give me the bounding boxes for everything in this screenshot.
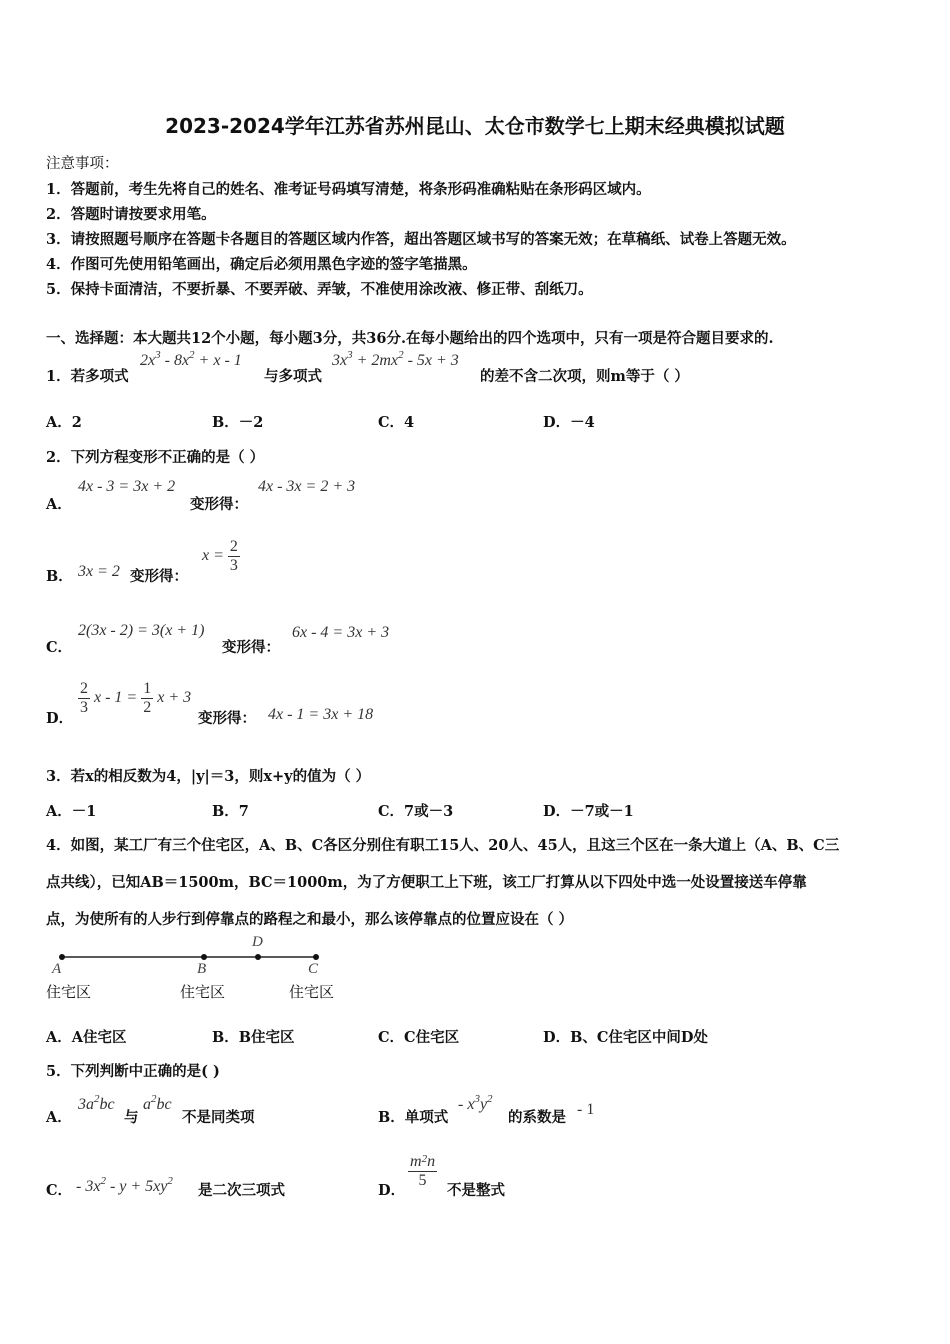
option-d: D．－4 xyxy=(543,414,595,431)
option-a: A．A住宅区 xyxy=(46,1029,127,1046)
q2-label-c: C． xyxy=(46,639,73,656)
q5-c-poly: - $3x^2 - y + 5xy^2$ xyxy=(76,1175,173,1195)
point-d xyxy=(255,954,261,960)
q5-d-post: 不是整式 xyxy=(447,1182,505,1199)
q5-label-a: A． xyxy=(46,1109,72,1126)
area-label-a: 住宅区 xyxy=(46,983,92,1001)
q5-c-post: 是二次三项式 xyxy=(198,1182,285,1199)
notice-item: 3．请按照题号顺序在答题卡各题目的答题区域内作答，超出答题区域书写的答案无效；在草稿纸、试卷上答题无效。 xyxy=(46,231,796,248)
question-1-pre: 1．若多项式 xyxy=(46,368,129,385)
q2-a-result: 4x - 3x = 2 + 3 xyxy=(258,478,356,495)
q5-a-mid: 与 xyxy=(124,1109,139,1126)
q5-label-d: D． xyxy=(378,1182,406,1199)
question-2-stem: 2．下列方程变形不正确的是（ ） xyxy=(46,449,265,466)
q2-a-transform: 变形得： xyxy=(190,496,248,513)
q5-label-b: B．单项式 xyxy=(378,1109,449,1126)
section-heading: 一、选择题：本大题共12个小题，每小题3分，共36分.在每小题给出的四个选项中，只有一项是符合题目要求的. xyxy=(46,330,774,347)
q2-c-result: 6x - 4 = 3x + 3 xyxy=(292,624,390,641)
notice-heading: 注意事项： xyxy=(46,156,119,172)
question-1-post: 的差不含二次项，则m等于（ ） xyxy=(480,368,689,385)
q5-b-term: - $x^3y^2$ xyxy=(458,1093,493,1113)
question-1-poly-b: $3x^3 + 2mx^2 - 5x + 3$ xyxy=(332,349,459,369)
q5-d-fraction: $\frac{m^2n}{5}$ xyxy=(410,1153,436,1189)
option-a: A．2 xyxy=(46,414,82,431)
q2-d-equation: $\frac{2}{3}$ x - 1 = $\frac{1}{2}$ x + 3 xyxy=(80,680,192,716)
option-c: C．C住宅区 xyxy=(378,1029,460,1046)
q2-b-equation: 3x = 2 xyxy=(78,563,120,580)
q2-label-b: B． xyxy=(46,568,73,585)
option-b: B．7 xyxy=(212,803,249,820)
point-a xyxy=(59,954,65,960)
q2-d-transform: 变形得： xyxy=(198,710,256,727)
question-4-line: 点，为使所有的人步行到停靠点的路程之和最小，那么该停靠点的位置应设在（ ） xyxy=(46,911,574,928)
q2-b-transform: 变形得： xyxy=(130,568,188,585)
option-d: D．－7或－1 xyxy=(543,803,634,820)
q5-b-coef: - 1 xyxy=(577,1101,595,1118)
q5-b-post: 的系数是 xyxy=(508,1109,566,1126)
page-title: 2023-2024学年江苏省苏州昆山、太仓市数学七上期末经典模拟试题 xyxy=(165,114,785,138)
option-b: B．B住宅区 xyxy=(212,1029,295,1046)
notice-item: 1．答题前，考生先将自己的姓名、准考证号码填写清楚，将条形码准确粘贴在条形码区域内。 xyxy=(46,181,651,198)
option-a: A．－1 xyxy=(46,803,97,820)
point-c xyxy=(313,954,319,960)
question-4-line: 4．如图，某工厂有三个住宅区，A、B、C各区分别住有职工15人、20人、45人，且这三个区在一条大道上（A、B、C三 xyxy=(46,837,840,854)
point-label-c: C xyxy=(308,961,319,977)
q5-label-c: C． xyxy=(46,1182,73,1199)
notice-item: 2．答题时请按要求用笔。 xyxy=(46,206,216,223)
point-label-b: B xyxy=(197,961,207,977)
q2-d-result: 4x - 1 = 3x + 18 xyxy=(268,706,374,723)
q5-a-term-2: $a^2bc$ xyxy=(143,1093,172,1113)
option-b: B．－2 xyxy=(212,414,264,431)
question-1-mid: 与多项式 xyxy=(264,368,322,385)
point-label-d: D xyxy=(252,934,263,950)
question-4-line: 点共线），已知AB＝1500m，BC＝1000m，为了方便职工上下班，该工厂打算从以下四处中选一处设置接送车停靠 xyxy=(46,874,807,891)
option-d: D．B、C住宅区中间D处 xyxy=(543,1029,708,1046)
q5-a-post: 不是同类项 xyxy=(182,1109,255,1126)
q5-a-term-1: $3a^2bc$ xyxy=(78,1093,115,1113)
q2-c-transform: 变形得： xyxy=(222,639,280,656)
question-1-poly-a: $2x^3 - 8x^2 + x - 1$ xyxy=(140,349,242,369)
q2-b-result: x = $\frac{2}{3}$ xyxy=(202,538,238,574)
question-5-stem: 5．下列判断中正确的是( ) xyxy=(46,1063,220,1080)
notice-item: 4．作图可先使用铅笔画出，确定后必须用黑色字迹的签字笔描黑。 xyxy=(46,256,477,273)
q2-c-equation: 2(3x - 2) = 3(x + 1) xyxy=(78,622,205,639)
point-label-a: A xyxy=(52,961,62,977)
notice-item: 5．保持卡面清洁，不要折暴、不要弄破、弄皱，不准使用涂改液、修正带、刮纸刀。 xyxy=(46,281,593,298)
option-c: C．7或－3 xyxy=(378,803,454,820)
area-label-b: 住宅区 xyxy=(180,983,226,1001)
q2-a-equation: 4x - 3 = 3x + 2 xyxy=(78,478,176,495)
q2-label-a: A． xyxy=(46,496,72,513)
option-c: C．4 xyxy=(378,414,415,431)
question-3-stem: 3．若x的相反数为4，|y|＝3，则x+y的值为（ ） xyxy=(46,768,371,785)
point-b xyxy=(201,954,207,960)
area-label-c: 住宅区 xyxy=(289,983,335,1001)
q2-label-d: D． xyxy=(46,710,74,727)
